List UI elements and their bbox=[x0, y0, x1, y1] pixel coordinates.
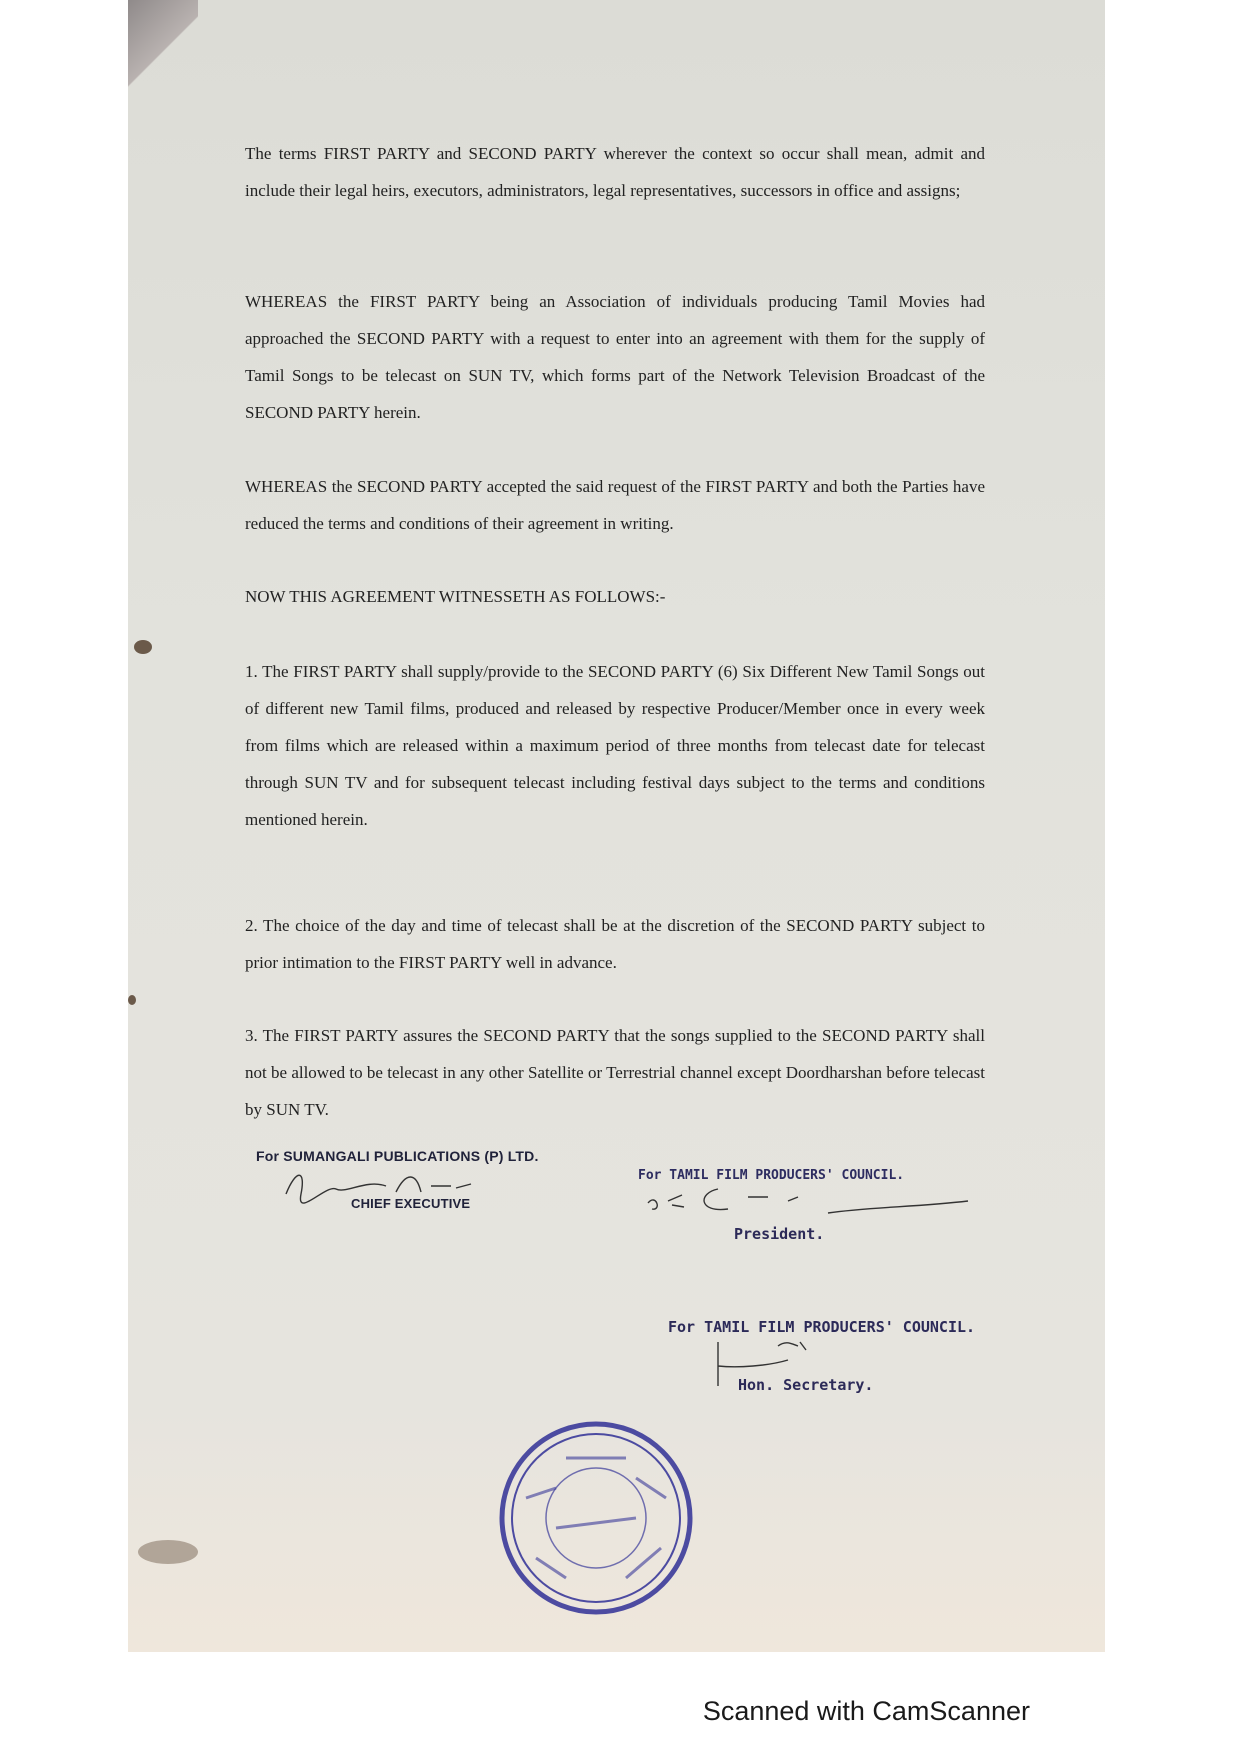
council-seal bbox=[496, 1418, 696, 1618]
title-hon-secretary: Hon. Secretary. bbox=[738, 1376, 874, 1394]
company-name-sumangali: For SUMANGALI PUBLICATIONS (P) LTD. bbox=[256, 1148, 539, 1164]
scanned-page bbox=[128, 0, 1105, 1652]
scanner-watermark: Scanned with CamScanner bbox=[702, 1696, 1030, 1726]
paragraph-witnesseth: NOW THIS AGREEMENT WITNESSETH AS FOLLOWS:- bbox=[245, 587, 666, 606]
clause-2: 2. The choice of the day and time of telecast shall be at the discretion of the SECOND PARTY subject to prior intimation to the FIRST PARTY well in advance. bbox=[245, 916, 985, 972]
signature-block-secretary bbox=[668, 1318, 1028, 1394]
folded-corner bbox=[128, 0, 198, 120]
company-name-council: For TAMIL FILM PRODUCERS' COUNCIL. bbox=[638, 1168, 905, 1183]
handwritten-signature bbox=[638, 1183, 978, 1217]
title-chief-executive: CHIEF EXECUTIVE bbox=[351, 1196, 471, 1211]
title-president: President. bbox=[734, 1225, 825, 1243]
stain-mark bbox=[128, 995, 136, 1005]
stain-mark bbox=[134, 640, 152, 654]
paragraph-whereas-second: WHEREAS the SECOND PARTY accepted the said request of the FIRST PARTY and both the Parties have reduced the terms and conditions of their agreement in writing. bbox=[245, 477, 985, 533]
stain-mark bbox=[138, 1540, 198, 1564]
clause-1: 1. The FIRST PARTY shall supply/provide to the SECOND PARTY (6) Six Different New Tamil Songs out of different new Tamil films, produced and released by respective Producer/Member once in every week from films which are released within a maximum period of three months from telecast date for telecast through SUN TV and for subsequent telecast including festival days subject to the terms and conditions mentioned herein. bbox=[245, 662, 985, 829]
paragraph-definitions: The terms FIRST PARTY and SECOND PARTY wherever the context so occur shall mean, admit and include their legal heirs, executors, administrators, legal representatives, successors in office and assigns; bbox=[245, 144, 985, 200]
seal-stamp bbox=[496, 1418, 696, 1618]
clause-3: 3. The FIRST PARTY assures the SECOND PARTY that the songs supplied to the SECOND PARTY shall not be allowed to be telecast in any other Satellite or Terrestrial channel except Doordharshan before telecast by SUN TV. bbox=[245, 1026, 985, 1119]
signature-block-sumangali bbox=[256, 1148, 586, 1211]
company-name-council: For TAMIL FILM PRODUCERS' COUNCIL. bbox=[668, 1318, 976, 1336]
signature-block-president bbox=[638, 1168, 998, 1243]
paragraph-whereas-first: WHEREAS the FIRST PARTY being an Association of individuals producing Tamil Movies had approached the SECOND PARTY with a request to enter into an agreement with them for the supply of Tamil Songs to be telecast on SUN TV, which forms part of the Network Television Broadcast of the SECOND PARTY herein. bbox=[245, 292, 985, 422]
